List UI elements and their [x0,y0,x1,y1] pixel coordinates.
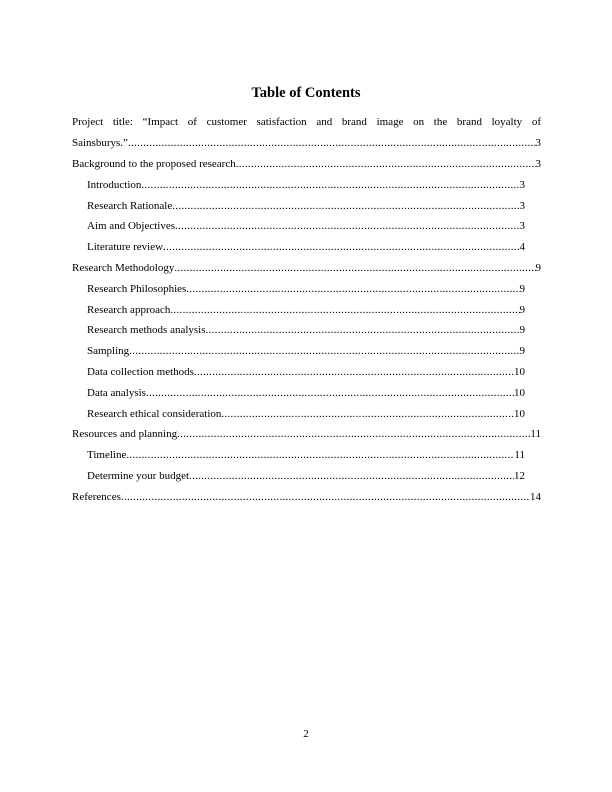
toc-entry-project-title[interactable] [72,112,541,154]
toc-leader-dots [126,445,514,466]
toc-entry-label: Background to the proposed research [72,158,236,170]
toc-leader-dots [163,237,519,258]
toc-leader-dots [174,258,535,279]
toc-entry-page: 10 [514,386,525,399]
toc-entry-label: Research Philosophies [87,282,187,295]
toc-entry-references[interactable] [72,487,541,508]
toc-entry-sampling[interactable] [87,341,525,362]
toc-leader-dots [177,424,530,445]
toc-entry-research-philosophies[interactable] [87,279,525,300]
toc-entry-page: 9 [519,345,525,358]
toc-entry-aim-objectives[interactable] [87,216,525,237]
toc-entry-page: 9 [519,324,525,337]
toc-entry-resources-planning[interactable] [72,424,541,445]
toc-entry-page: 3 [535,137,541,149]
toc-entry-data-collection-methods[interactable] [87,362,525,383]
toc-entry-page: 3 [535,158,541,170]
toc-entry-page: 14 [530,490,541,503]
toc-leader-dots [141,175,519,196]
toc-entry-background[interactable] [72,154,541,175]
toc-entry-label: Research approach [87,303,171,316]
toc-leader-dots [194,362,514,383]
toc-entry-page: 3 [519,199,525,212]
toc-entry-label: Research methods analysis [87,324,206,337]
toc-leader-dots [175,216,520,237]
toc-entry-research-approach[interactable] [87,300,525,321]
toc-entry-label: Aim and Objectives [87,220,175,233]
toc-entry-label: Determine your budget [87,469,190,482]
toc-entry-research-methods-analysis[interactable] [87,320,525,341]
toc-entry-research-ethical-consideration[interactable] [87,404,525,425]
toc-entry-label-line1: Project title: “Impact of customer satisfaction and brand image on the brand loyalty of [72,116,541,128]
toc-entry-page: 3 [519,178,525,191]
toc-entry-timeline[interactable] [87,445,525,466]
page-number: 2 [303,728,309,740]
toc-entry-label: Literature review [87,241,164,254]
toc-leader-dots [221,404,514,425]
toc-entry-determine-budget[interactable] [87,466,525,487]
toc-leader-dots [170,300,519,321]
toc-entry-label: Research ethical consideration [87,407,222,420]
toc-leader-dots [186,279,519,300]
toc-entry-label: Data collection methods [87,365,194,378]
toc-entry-page: 11 [514,449,525,462]
toc-entry-label: Research Methodology [72,261,175,274]
toc-title: Table of Contents [251,85,361,101]
toc-entry-label: Sampling [87,345,130,358]
toc-entry-label: Data analysis [87,386,146,399]
toc-leader-dots [172,196,519,217]
toc-leader-dots [146,383,514,404]
toc-entry-page: 10 [514,365,525,378]
toc-entry-page: 11 [530,428,541,441]
toc-entry-page: 12 [514,469,525,482]
toc-entry-page: 9 [535,261,541,274]
toc-entry-label: Research Rationale [87,199,173,212]
toc-leader-dots [206,320,520,341]
toc-entry-research-methodology[interactable] [72,258,541,279]
toc-entry-introduction[interactable] [87,175,525,196]
toc-entry-label: References [72,490,121,503]
toc-entry-label: Resources and planning [72,428,178,441]
toc-entry-page: 3 [519,220,525,233]
toc-entry-label: Introduction [87,178,142,191]
toc-entry-research-rationale[interactable] [87,196,525,217]
toc-leader-dots [121,487,530,508]
toc-entry-data-analysis[interactable] [87,383,525,404]
toc-entry-label-line2: Sainsburys.” [72,137,128,149]
toc-entry-page: 9 [519,303,525,316]
toc-leader-dots [128,133,536,154]
toc-entry-label: Timeline [87,449,127,462]
toc-entry-page: 4 [519,241,525,254]
toc-entry-page: 10 [514,407,525,420]
toc-leader-dots [129,341,519,362]
toc-entry-literature-review[interactable] [87,237,525,258]
table-of-contents [72,112,541,508]
toc-leader-dots [236,154,536,175]
toc-entry-page: 9 [519,282,525,295]
toc-leader-dots [189,466,514,487]
